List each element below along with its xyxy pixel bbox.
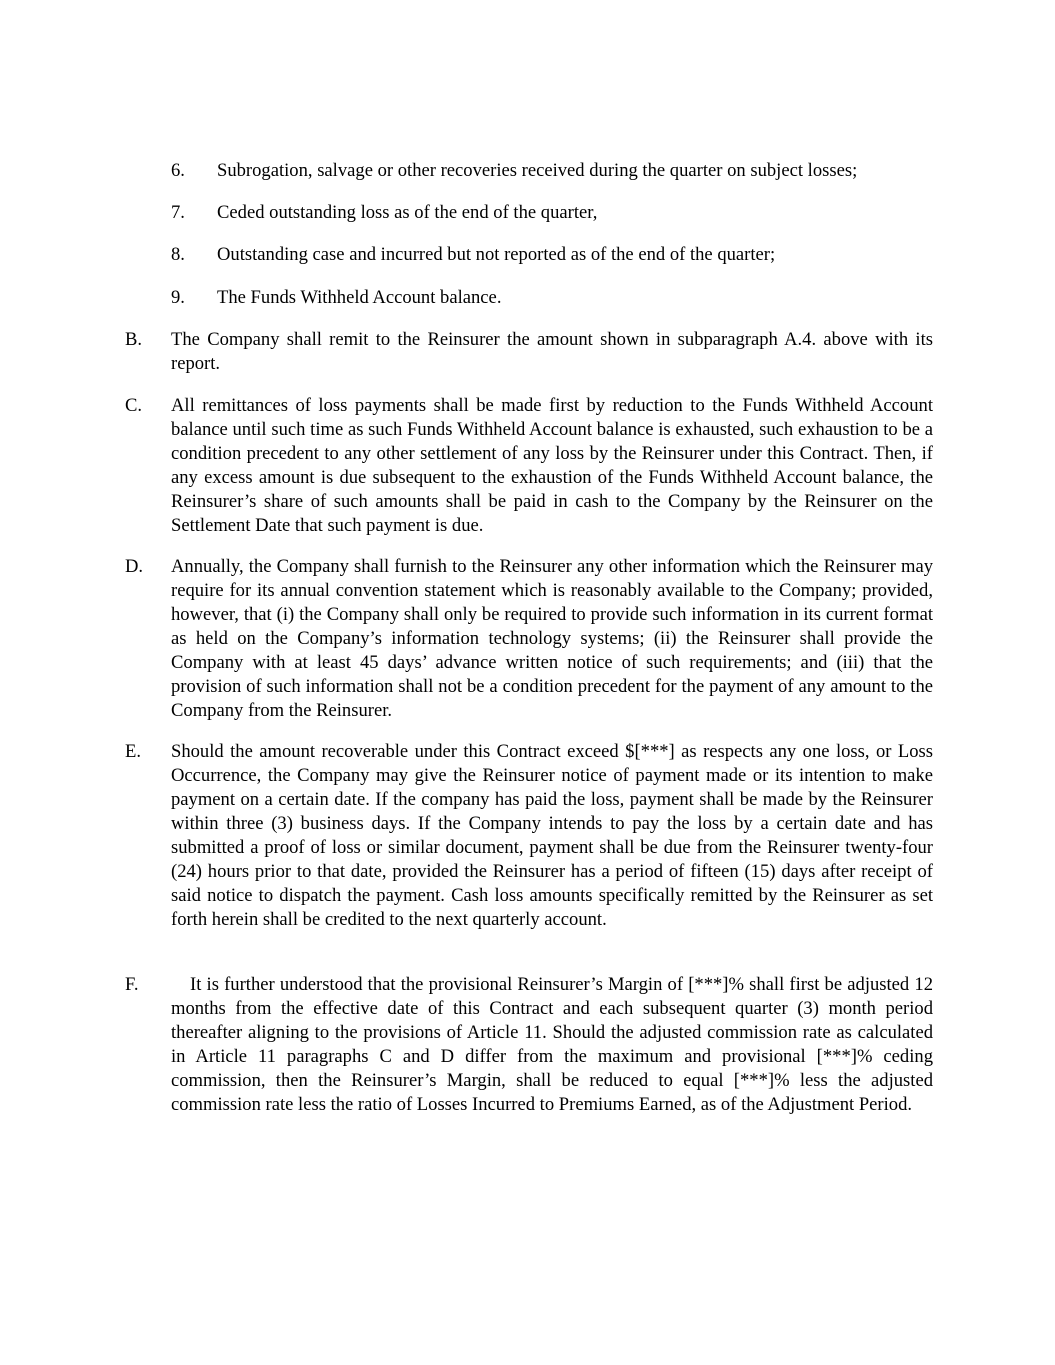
paragraph-label: C. — [125, 395, 143, 416]
paragraph-text: Should the amount recoverable under this Contract exceed $[***] as respects any one loss, or Loss Occurrence, the Company may give the Reinsurer notice of payment made or its intention to make payment on a certain date. If the company has paid the loss, payment shall be made by the Reinsurer within three (3) business days. If the Company intends to pay the loss by a certain date and has submitted a proof of loss or similar document, payment shall be due from the Reinsurer twenty-four (24) hours prior to that date, provided the Reinsurer has a period of fifteen (15) days after receipt of said notice to dispatch the payment. Cash loss amounts specifically remitted by the Reinsurer as set forth herein shall be credited to the next quarterly account. — [171, 741, 933, 930]
list-item-text: Outstanding case and incurred but not reported as of the end of the quarter; — [217, 244, 776, 265]
paragraph-label: D. — [125, 556, 144, 577]
paragraph-label: E. — [125, 741, 142, 762]
list-item-text: Subrogation, salvage or other recoveries received during the quarter on subject losses; — [217, 160, 858, 181]
paragraph-text: It is further understood that the provisional Reinsurer’s Margin of [***]% shall first be adjusted 12 months from the effective date of this Contract and each subsequent quarter (3) month period thereafter aligning to the provisions of Article 11. Should the adjusted commission rate as calculated in Article 11 paragraphs C and D differ from the maximum and provisional [***]% ceding commission, then the Reinsurer’s Margin, shall be reduced to equal [***]% less the adjusted commission rate less the ratio of Losses Incurred to Premiums Earned, as of the Adjustment Period. — [171, 974, 933, 1115]
list-item-number: 6. — [171, 160, 185, 181]
paragraph-label: B. — [125, 329, 143, 350]
paragraph-label: F. — [125, 974, 139, 995]
list-item-text: The Funds Withheld Account balance. — [217, 287, 502, 308]
list-item-number: 8. — [171, 244, 185, 265]
list-item-text: Ceded outstanding loss as of the end of the quarter, — [217, 202, 598, 223]
list-item-number: 7. — [171, 202, 185, 223]
list-item-number: 9. — [171, 287, 185, 308]
paragraph-text: All remittances of loss payments shall be made first by reduction to the Funds Withheld Account balance until such time as such Funds Withheld Account balance is exhausted, such exhaustion to be a condition precedent to any other settlement of any loss by the Reinsurer under this Contract. Then, if any excess amount is due subsequent to the exhaustion of the Funds Withheld Account balance, the Reinsurer’s share of such amounts shall be paid in cash to the Company by the Reinsurer on the Settlement Date that such payment is due. — [171, 395, 933, 536]
paragraph-text: The Company shall remit to the Reinsurer the amount shown in subparagraph A.4. above with its report. — [171, 329, 933, 374]
paragraph-text: Annually, the Company shall furnish to the Reinsurer any other information which the Reinsurer may require for its annual convention statement which is reasonably available to the Company; provided, however, that (i) the Company shall only be required to provide such information in its current format as held on the Company’s information technology systems; (ii) the Reinsurer shall provide the Company with at least 45 days’ advance written notice of such requirements; and (iii) that the provision of such information shall not be a condition precedent for the payment of any amount to the Company from the Reinsurer. — [171, 556, 933, 721]
